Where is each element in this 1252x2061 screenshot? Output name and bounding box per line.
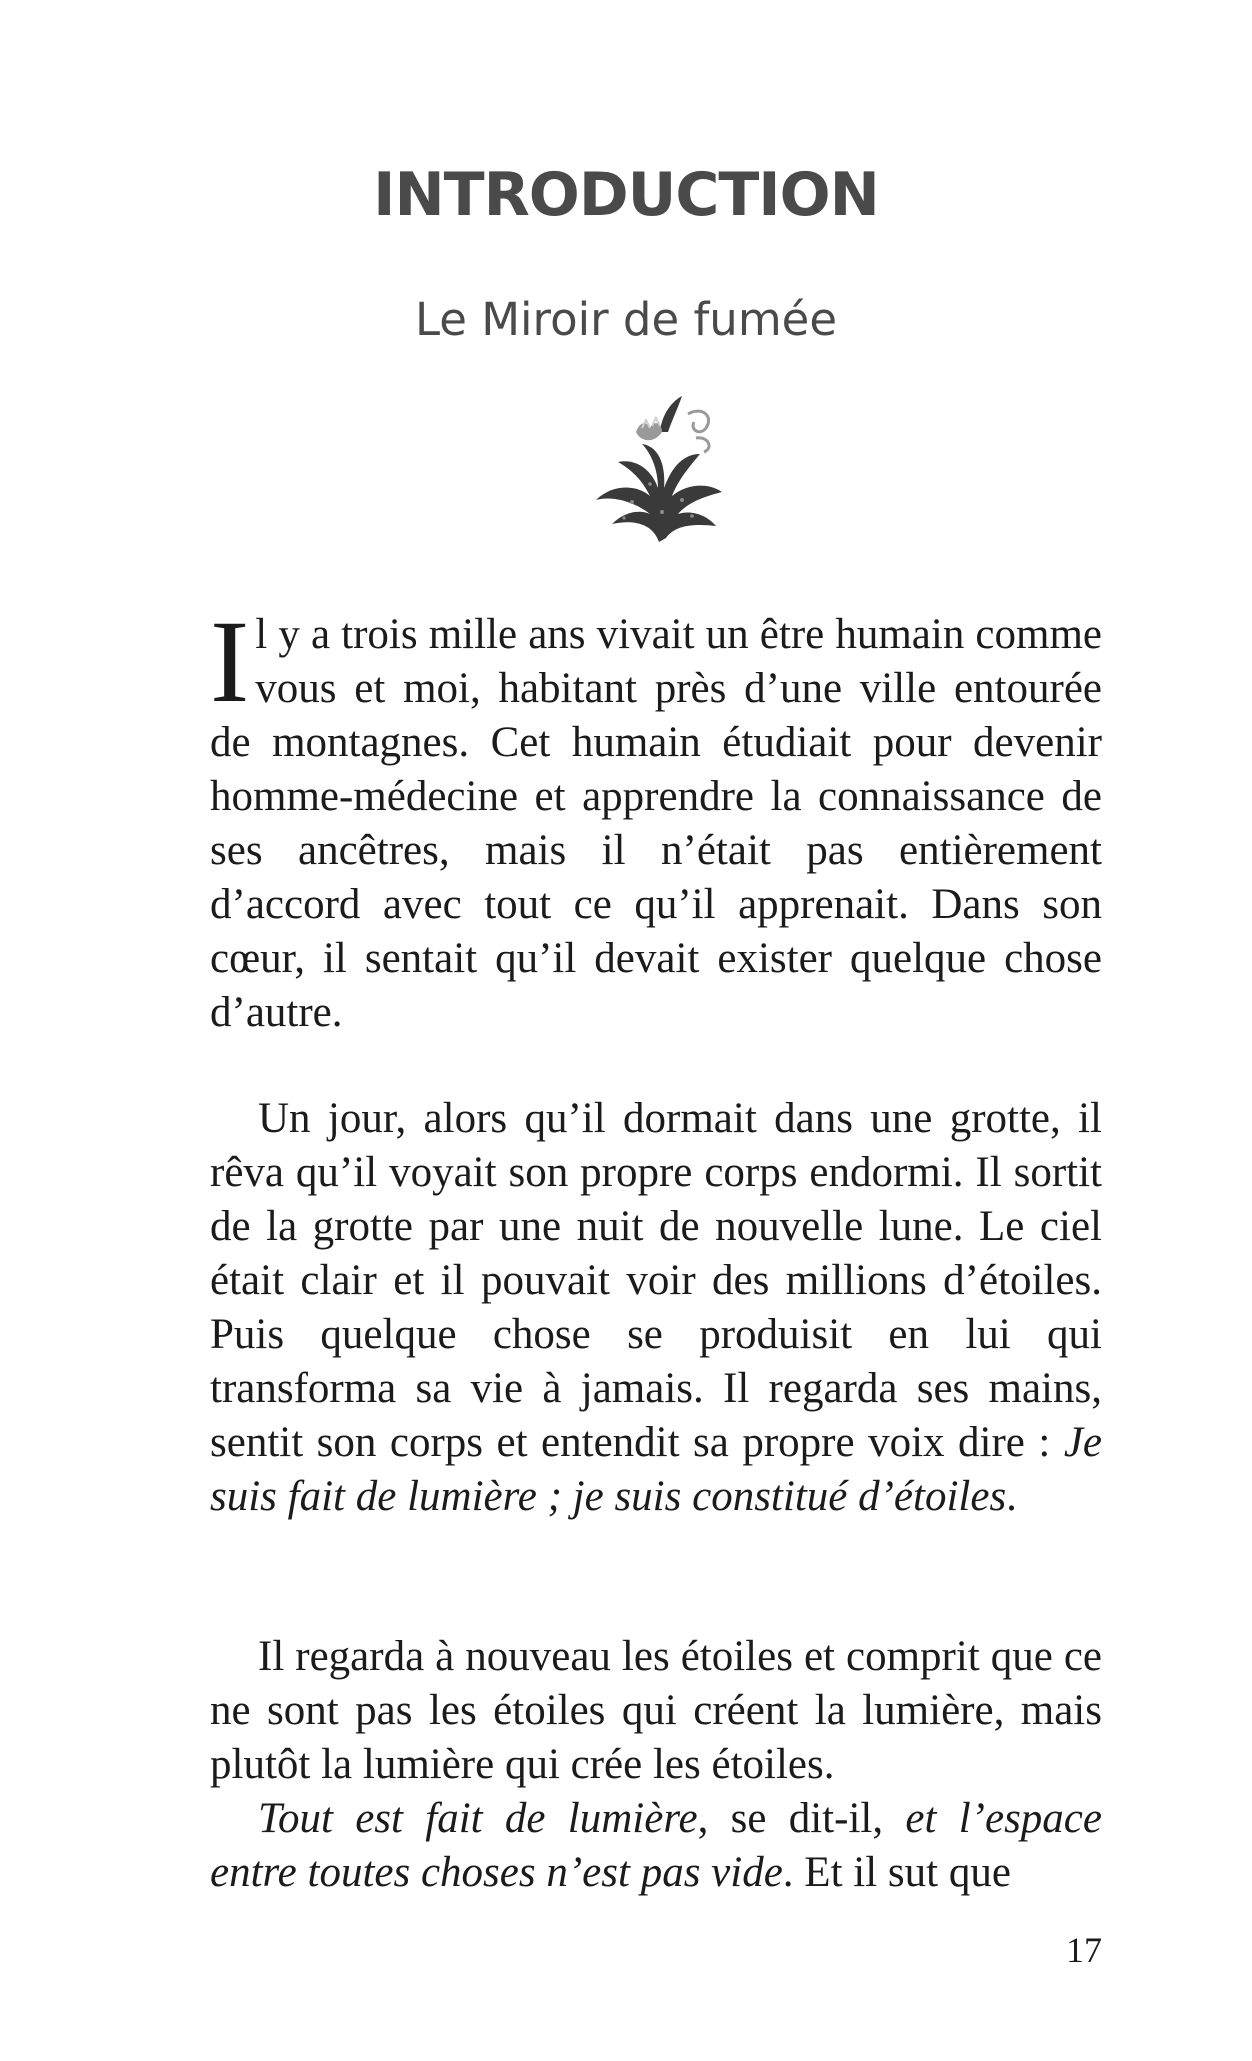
paragraph-2: [210, 1092, 1102, 1524]
paragraph-4: [210, 1792, 1102, 1900]
page-number: 17: [1066, 1930, 1102, 1970]
paragraph-1: [210, 596, 1102, 1040]
paragraph-3-text: Il regarda à nouveau les étoiles et comprit que ce ne sont pas les étoiles qui créent la lumière, mais plutôt la lumière qui crée les étoiles.: [210, 1633, 1102, 1788]
chapter-title: INTRODUCTION: [373, 160, 879, 230]
paragraph-4-italic-a: Tout est fait de lumière: [258, 1795, 698, 1842]
paragraph-2-end: .: [1006, 1473, 1017, 1520]
paragraph-4-italic-b: et l’espace entre toutes choses n’est pas vide: [210, 1795, 1102, 1896]
chapter-subtitle: Le Miroir de fumée: [414, 293, 838, 346]
paragraph-2-italic: Je suis fait de lumière ; je suis constitué d’étoiles: [210, 1419, 1102, 1520]
paragraph-3-and-4: [210, 1630, 1102, 1900]
paragraph-4-end: . Et il sut que: [782, 1849, 1011, 1896]
paragraph-3: [210, 1630, 1102, 1792]
paragraph-2-text: Un jour, alors qu’il dormait dans une grotte, il rêva qu’il voyait son propre corps endormi. Il sortit de la grotte par une nuit de nouvelle lune. Le ciel était clair et il pouvait voir des millions d’étoiles. Puis quelque chose se produisit en lui qui transforma sa vie à jamais. Il regarda ses mains, sentit son corps et entendit sa propre voix dire :: [210, 1095, 1102, 1466]
paragraph-4-mid: , se dit-il,: [697, 1795, 906, 1842]
lotus-flower-icon: [592, 392, 726, 544]
drop-cap: I: [210, 596, 250, 727]
paragraph-1-text: l y a trois mille ans vivait un être humain comme vous et moi, habitant près d’une ville entourée de montagnes. Cet humain étudiait pour devenir homme-médecine et apprendre la connaissance de ses ancêtres, mais il n’était pas entièrement d’accord avec tout ce qu’il apprenait. Dans son cœur, il sentait qu’il devait exister quelque chose d’autre.: [210, 611, 1102, 1036]
